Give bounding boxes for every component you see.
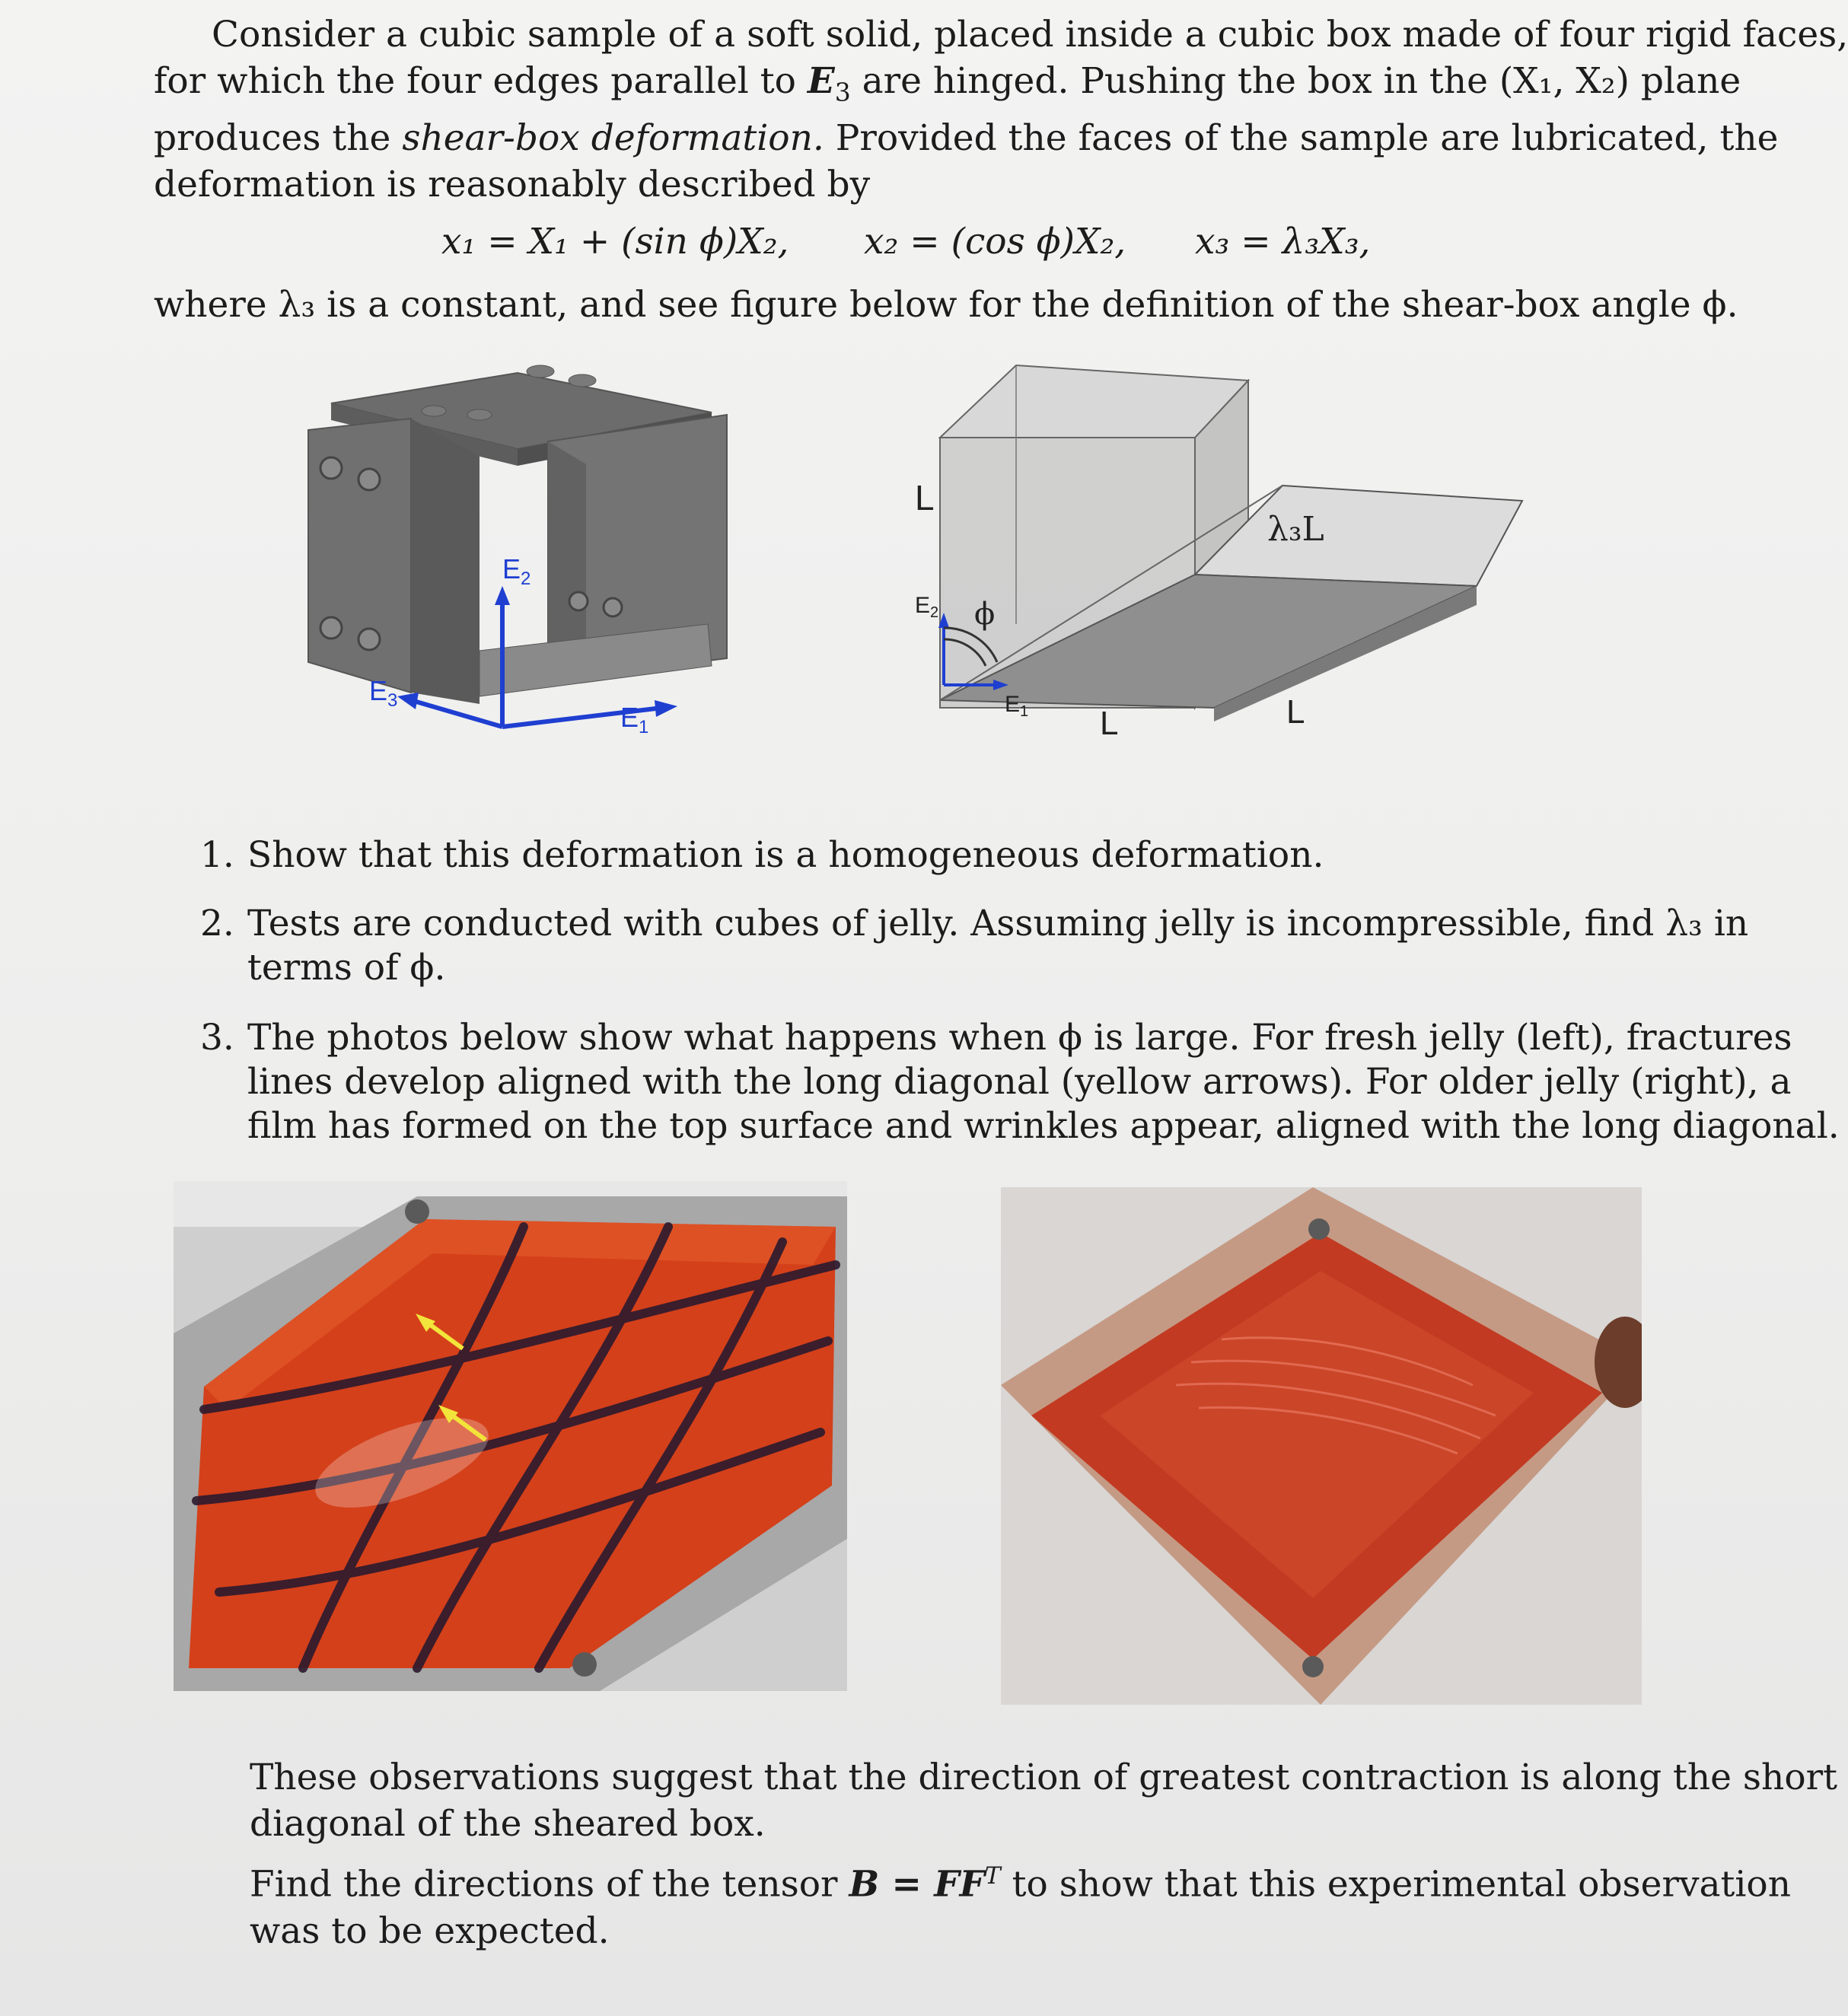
l-top-label: L — [915, 478, 935, 518]
where-line: where λ₃ is a constant, and see figure below for the definition of the shear-box angle ϕ. — [154, 284, 1738, 326]
l-bottom-label-2: L — [1286, 693, 1305, 731]
lambda-l-label: λ₃L — [1267, 510, 1324, 549]
question-item-2: 2. Tests are conducted with cubes of jelly. Assuming jelly is incompressible, find λ₃ in terms of ϕ. — [200, 903, 1749, 989]
intro-line-1: Consider a cubic sample of a soft solid, placed inside a cubic box made of four rigid faces, — [212, 14, 1848, 56]
l-bottom-label-1: L — [1100, 705, 1119, 742]
closing-paragraph-1: These observations suggest that the direction of greatest contraction is along the short diagonal of the sheared box. — [250, 1756, 1837, 1845]
shear-box-geometry-diagram — [898, 358, 1545, 753]
e3-axis — [411, 700, 502, 727]
intro-line-3: produces the shear-box deformation. Provided the faces of the sample are lubricated, the — [154, 117, 1779, 160]
closing-paragraph-2: Find the directions of the tensor $B = FF^T$ to show that this experimental observation was to be expected. — [250, 1862, 1792, 1952]
intro-line-2: for which the four edges parallel to $E_3$ are hinged. Pushing the box in the (X₁, X₂) plane — [154, 60, 1741, 107]
older-jelly-photo — [1001, 1187, 1642, 1705]
equation-x2: x₂ = (cos ϕ)X₂, — [864, 221, 1126, 263]
phi-label: ϕ — [974, 597, 996, 632]
intro-paragraph — [154, 11, 1848, 208]
fresh-jelly-photo — [174, 1181, 847, 1691]
intro-line-4: deformation is reasonably described by — [154, 164, 871, 206]
shear-box-apparatus-figure — [297, 358, 754, 738]
question-item-1: 1. Show that this deformation is a homogeneous deformation. — [200, 834, 1324, 876]
e2-label: $E_2$ — [915, 593, 939, 621]
question-item-3: 3. The photos below show what happens when ϕ is large. For fresh jelly (left), fractures lines develop aligned with the long diagonal (yellow arrows). For older jelly (right), a film has formed on the top surface and wrinkles appear, aligned with the long diagonal. — [200, 1017, 1840, 1147]
equation-x1: x₁ = X₁ + (sin ϕ)X₂, — [441, 221, 789, 263]
e1-label: $E_1$ — [1005, 692, 1029, 720]
e2-label: $E_2$ — [502, 553, 531, 589]
e3-label: $E_3$ — [369, 675, 398, 711]
e1-label: $E_1$ — [620, 702, 649, 737]
equation-x3: x₃ = λ₃X₃, — [1195, 221, 1371, 263]
